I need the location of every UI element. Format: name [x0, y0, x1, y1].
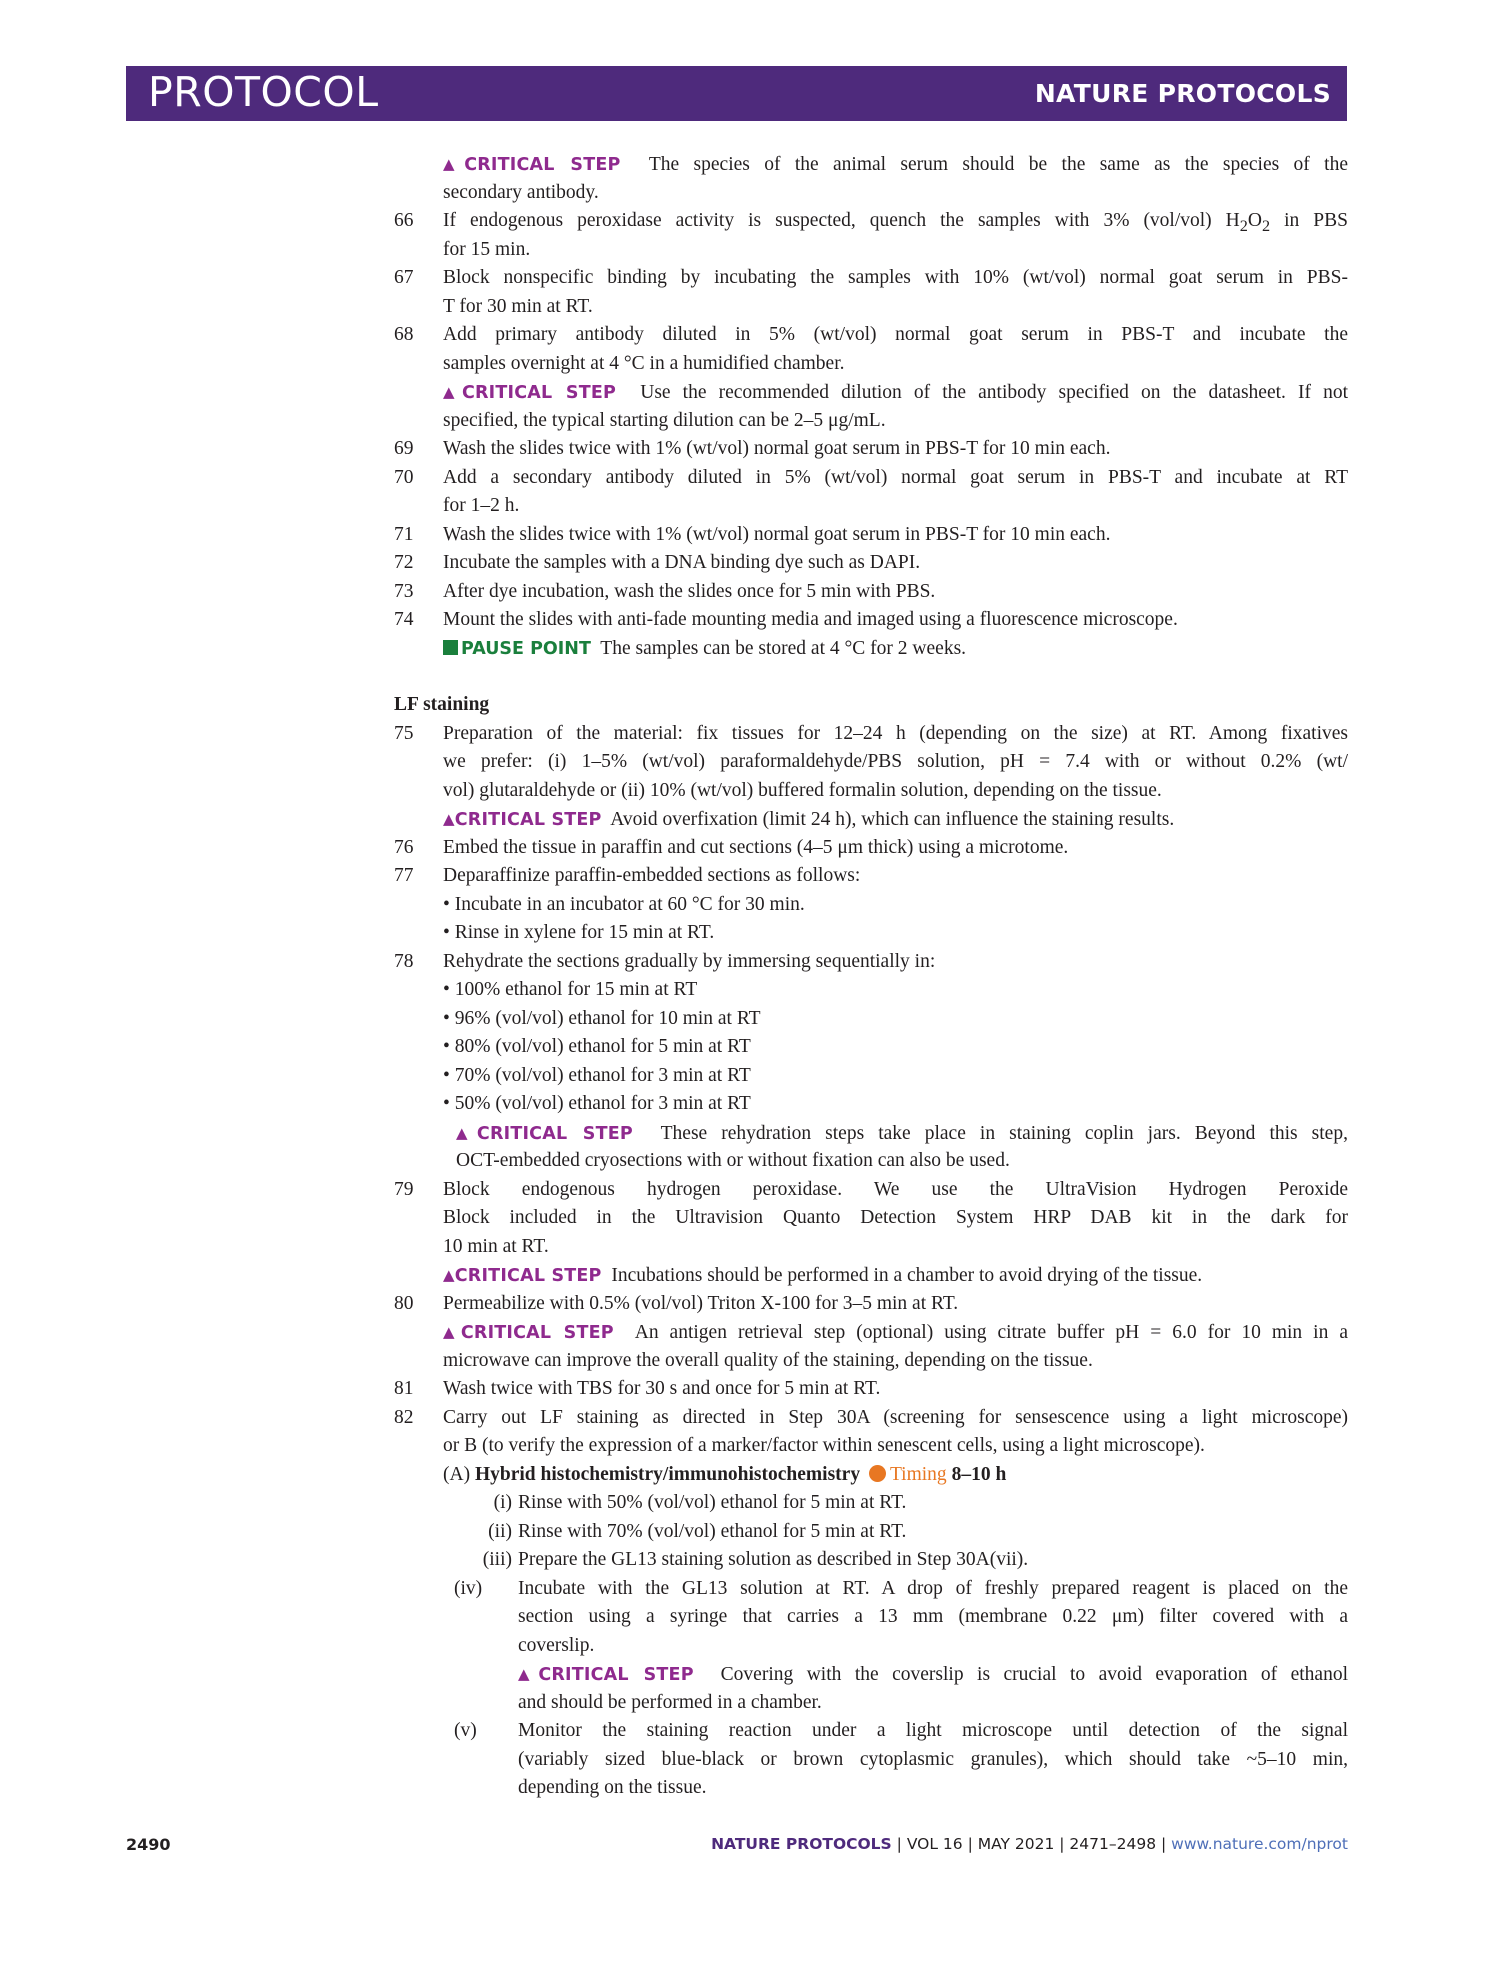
- section-label: PROTOCOL: [148, 68, 379, 116]
- pause-point-line: PAUSE POINT The samples can be stored at 4 °C for 2 weeks.: [394, 635, 1348, 664]
- bullet-item: • Incubate in an incubator at 60 °C for 30 min.: [443, 893, 805, 915]
- footer-date: MAY 2021: [977, 1835, 1055, 1853]
- footer-url-link[interactable]: www.nature.com/nprot: [1171, 1835, 1348, 1853]
- step-81: 81 Wash twice with TBS for 30 s and once for 5 min at RT.: [394, 1378, 881, 1399]
- step-71: 71 Wash the slides twice with 1% (wt/vol) normal goat serum in PBS-T for 10 min each.: [394, 523, 1111, 545]
- step-80: 80 Permeabilize with 0.5% (vol/vol) Triton X-100 for 3–5 min at RT.: [394, 1292, 959, 1314]
- footer-citation: NATURE PROTOCOLS | VOL 16 | MAY 2021 | 2471–2498 | www.nature.com/nprot: [711, 1835, 1348, 1853]
- step-72: 72 Incubate the samples with a DNA binding dye such as DAPI.: [394, 552, 921, 573]
- step-75: 75 Preparation of the material: fix tissues for 12–24 h (depending on the size) at RT. Among fixatives: [394, 722, 1348, 744]
- step-79: 79 Block endogenous hydrogen peroxidase. We use the UltraVision Hydrogen Peroxide: [394, 1178, 1348, 1200]
- text-line: for 15 min.: [443, 238, 531, 260]
- critical-step-line: ▲CRITICAL STEP An antigen retrieval step (optional) using citrate buffer pH = 6.0 for 10 min in a: [443, 1322, 1348, 1343]
- timing-dot-icon: [869, 1465, 886, 1482]
- critical-step-line: ▲CRITICAL STEP Covering with the coverslip is crucial to avoid evaporation of ethanol: [518, 1664, 1349, 1685]
- text-line: T for 30 min at RT.: [443, 295, 593, 317]
- text-line: section using a syringe that carries a 13 mm (membrane 0.22 μm) filter covered with a: [518, 1606, 1348, 1627]
- step-66: 66 If endogenous peroxidase activity is suspected, quench the samples with 3% (vol/vol) $H_2O_2$ in PBS: [394, 210, 1348, 235]
- text-line: microwave can improve the overall quality of the staining, depending on the tissue.: [443, 1349, 1093, 1371]
- critical-step-label: ▲CRITICAL STEP: [443, 383, 617, 403]
- text-line: (variably sized blue-black or brown cytoplasmic granules), which should take ~5–10 min,: [518, 1748, 1348, 1770]
- text-line: specified, the typical starting dilution can be 2–5 μg/mL.: [443, 409, 886, 431]
- journal-label: NATURE PROTOCOLS: [1034, 79, 1331, 108]
- step-77: 77 Deparaffinize paraffin-embedded sections as follows:: [394, 865, 861, 886]
- pause-point-label: PAUSE POINT: [443, 639, 591, 659]
- step-69: 69 Wash the slides twice with 1% (wt/vol) normal goat serum in PBS-T for 10 min each.: [394, 438, 1111, 459]
- substep-v: (v) Monitor the staining reaction under a light microscope until detection of the signal: [454, 1720, 1348, 1741]
- bullet-item: • 80% (vol/vol) ethanol for 5 min at RT: [443, 1036, 751, 1057]
- critical-step-line: ▲CRITICAL STEP Incubations should be performed in a chamber to avoid drying of the tissue.: [443, 1265, 1203, 1286]
- footer-pages: 2471–2498: [1069, 1835, 1157, 1853]
- step-73: 73 After dye incubation, wash the slides once for 5 min with PBS.: [394, 580, 936, 602]
- footer-journal: NATURE PROTOCOLS: [711, 1835, 892, 1853]
- substep-i: (i) Rinse with 50% (vol/vol) ethanol for 5 min at RT.: [493, 1492, 907, 1513]
- section-heading: LF staining: [394, 694, 490, 715]
- bullet-item: • 96% (vol/vol) ethanol for 10 min at RT: [443, 1007, 761, 1029]
- step-67: 67 Block nonspecific binding by incubating the samples with 10% (wt/vol) normal goat serum in PBS-: [394, 267, 1348, 288]
- page-number: 2490: [126, 1835, 171, 1854]
- critical-step-line: ▲CRITICAL STEP The species of the animal serum should be the same as the species of the: [443, 154, 1348, 175]
- pause-square-icon: [443, 640, 458, 655]
- bullet-item: • Rinse in xylene for 15 min at RT.: [443, 922, 715, 943]
- substep-iv: (iv) Incubate with the GL13 solution at RT. A drop of freshly prepared reagent is placed on the: [454, 1577, 1348, 1599]
- critical-step-label: ▲CRITICAL STEP: [443, 1323, 614, 1343]
- text-line: OCT-embedded cryosections with or without fixation can also be used.: [456, 1150, 1010, 1171]
- text-line: secondary antibody.: [443, 181, 599, 203]
- critical-step-label: ▲CRITICAL STEP: [456, 1123, 633, 1144]
- text-line: and should be performed in a chamber.: [518, 1691, 822, 1713]
- step-76: 76 Embed the tissue in paraffin and cut sections (4–5 μm thick) using a microtome.: [394, 836, 1069, 858]
- footer-volume: VOL 16: [906, 1835, 963, 1853]
- substep-iii: (iii) Prepare the GL13 staining solution as described in Step 30A(vii).: [482, 1549, 1029, 1570]
- text-line: 10 min at RT.: [443, 1235, 549, 1257]
- substep-a-heading: (A) Hybrid histochemistry/immunohistochemistry Timing 8–10 h: [443, 1463, 1007, 1485]
- header-banner: [126, 66, 1347, 121]
- substep-ii: (ii) Rinse with 70% (vol/vol) ethanol for 5 min at RT.: [488, 1520, 907, 1542]
- text-line: depending on the tissue.: [518, 1777, 707, 1798]
- critical-step-line: ▲CRITICAL STEP Avoid overfixation (limit 24 h), which can influence the staining results.: [443, 809, 1175, 830]
- text-line: for 1–2 h.: [443, 495, 520, 516]
- text-line: coverslip.: [518, 1634, 595, 1656]
- text-line: we prefer: (i) 1–5% (wt/vol) paraformaldehyde/PBS solution, pH = 7.4 with or without 0.2% (wt/: [443, 751, 1348, 772]
- critical-step-line: ▲CRITICAL STEP These rehydration steps take place in staining coplin jars. Beyond this step,: [456, 1122, 1348, 1144]
- bullet-item: • 70% (vol/vol) ethanol for 3 min at RT: [443, 1064, 751, 1086]
- text-line: or B (to verify the expression of a marker/factor within senescent cells, using a light microscope).: [443, 1435, 1205, 1456]
- article-body: [394, 150, 1348, 1803]
- critical-step-label: ▲CRITICAL STEP: [443, 810, 602, 830]
- step-68: 68 Add primary antibody diluted in 5% (wt/vol) normal goat serum in PBS-T and incubate the: [394, 324, 1348, 345]
- critical-step-label: ▲CRITICAL STEP: [443, 155, 621, 175]
- text-line: Block included in the Ultravision Quanto Detection System HRP DAB kit in the dark for: [443, 1207, 1348, 1228]
- step-78: 78 Rehydrate the sections gradually by immersing sequentially in:: [394, 950, 936, 972]
- critical-step-line: ▲CRITICAL STEP Use the recommended dilution of the antibody specified on the datasheet. If not: [443, 382, 1348, 403]
- bullet-item: • 50% (vol/vol) ethanol for 3 min at RT: [443, 1093, 751, 1114]
- text-line: vol) glutaraldehyde or (ii) 10% (wt/vol) buffered formalin solution, depending on the tissue.: [443, 779, 1162, 801]
- bullet-item: • 100% ethanol for 15 min at RT: [443, 979, 698, 1000]
- text-line: samples overnight at 4 °C in a humidified chamber.: [443, 352, 845, 374]
- step-70: 70 Add a secondary antibody diluted in 5% (wt/vol) normal goat serum in PBS-T and incubate at RT: [394, 466, 1348, 488]
- critical-step-label: ▲CRITICAL STEP: [443, 1266, 602, 1286]
- step-82: 82 Carry out LF staining as directed in Step 30A (screening for sensescence using a light microscope): [394, 1406, 1348, 1428]
- step-74: 74 Mount the slides with anti-fade mounting media and imaged using a fluorescence microscope.: [394, 609, 1178, 630]
- critical-step-label: ▲CRITICAL STEP: [518, 1665, 694, 1685]
